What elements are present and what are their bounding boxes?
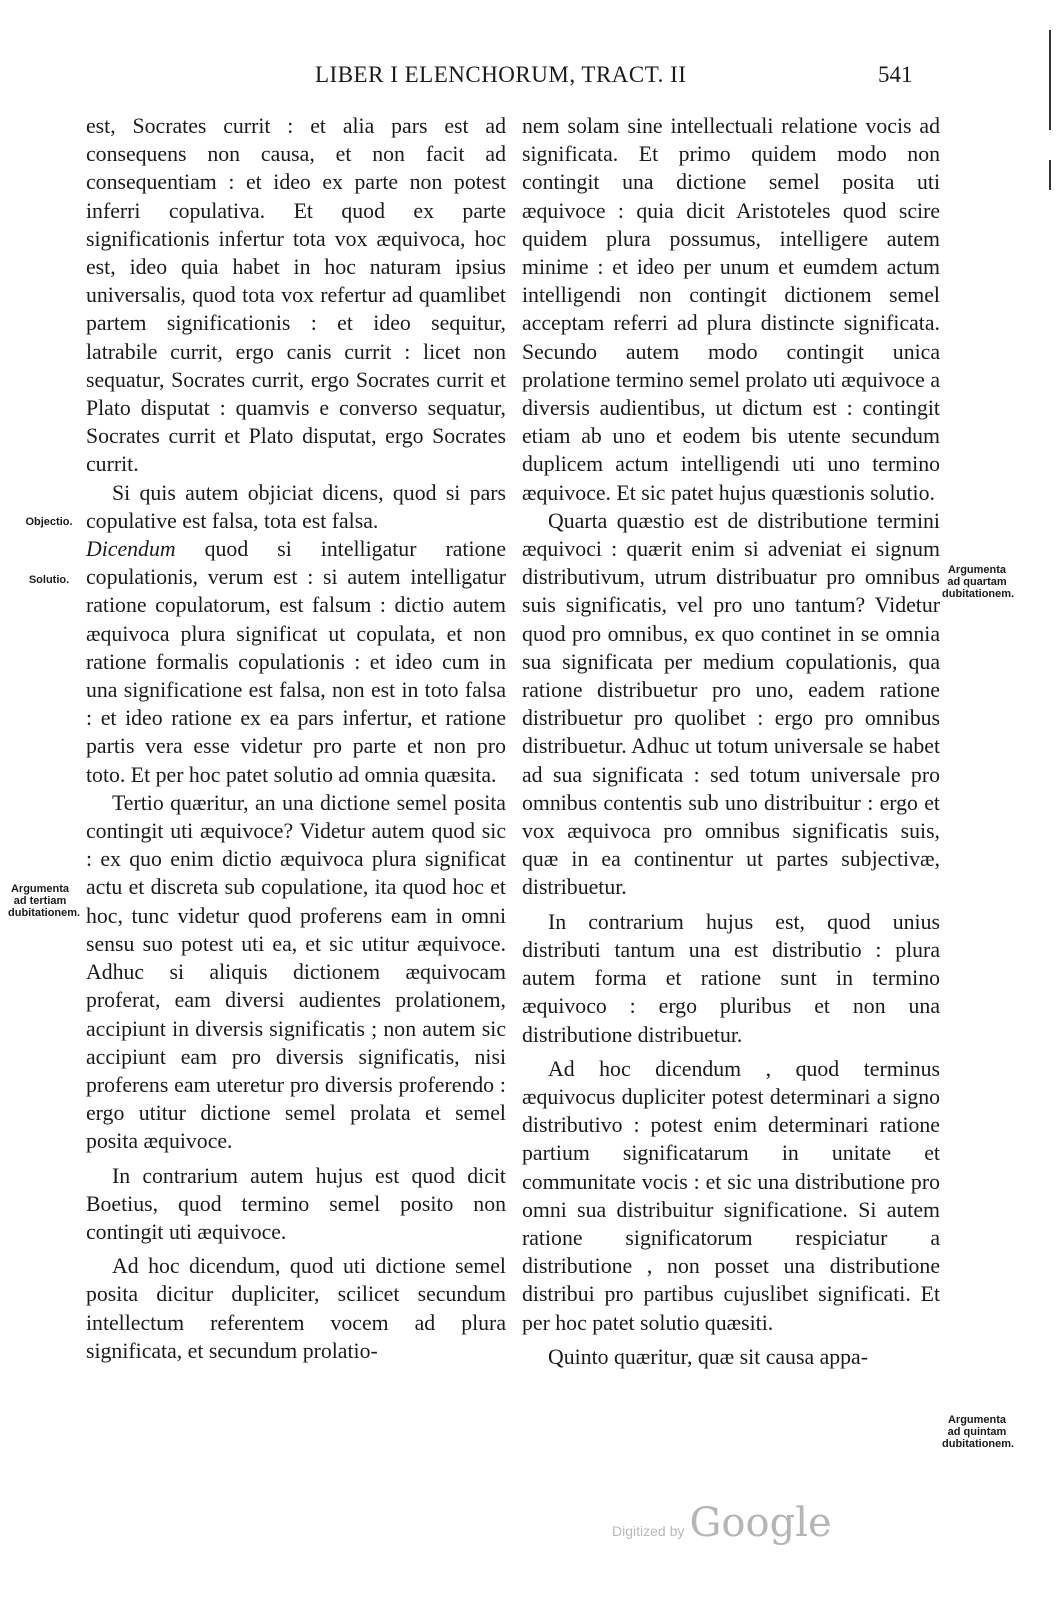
solutio-text: quod si intelligatur ratione copulationis, verum est : si autem intelligatur ratione copulatorum, est falsum : dictio autem æquivoca plura significat ut copulata, et non ratione formalis copulationis : et ideo cum in una significatione est falsa, non est in toto falsa : et ideo ratione ex ea pars infertur, et ratione partis vera esse videtur pro parte et non pro toto. Et per hoc patet solutio ad omnia quæsita. (86, 537, 506, 787)
paragraph-ad-hoc-terminus: Ad hoc dicendum , quod terminus æquivocus dupliciter potest determinari a signo distributivo : potest enim determinari ratione partium significatarum in unitate et communitate vocis : et sic una distributione pro omni sua distribuitur significatione. Si autem ratione significatorum respiciatur a distributione , non posset una distributione distribui pro partibus cujuslibet significati. Et per hoc patet solutio quæsiti. (522, 1056, 940, 1335)
paragraph-in-contrarium-boetius: In contrarium autem hujus est quod dicit Boetius, quod termino semel posito non contingit uti æquivoce. (86, 1163, 506, 1244)
paragraph-ad-hoc-dicendum: Ad hoc dicendum, quod uti dictione semel posita dicitur dupliciter, scilicet secundum intellectum referentem vocem ad plura significata, et secundum prolatio- (86, 1254, 506, 1363)
paragraph-objectio: Si quis autem objiciat dicens, quod si pars copulative est falsa, tota est falsa. (86, 480, 506, 533)
margin-note-argumenta-tertiam: Argumenta ad tertiam dubitationem. (8, 883, 81, 919)
page-number: 541 (878, 62, 913, 87)
paragraph-tertio: Tertio quæritur, an una dictione semel posita contingit uti æquivoce? Videtur autem quod sic : ex quo enim dictio æquivoca plura significat actu et discreta sub copulatione, ita quod hoc et hoc, tunc videtur quod proferens eam in omni sensu suo potest uti ea, et sic utitur æquivoce. Adhuc si aliquis dictionem æquivocam proferat, eam diversi audientes prolationem, accipiunt in diversis significatis ; non autem sic accipiunt eam pro diversis significatis, nisi proferens eam uteretur pro diversis proferendo : ergo utitur dictione semel prolata et semel posita æquivoce. (86, 790, 506, 1154)
left-text-column (86, 112, 506, 1365)
digitized-by-google-watermark (612, 1500, 832, 1548)
scan-edge-line (1049, 30, 1051, 130)
scan-edge-line-lower (1049, 160, 1051, 190)
paragraph-continuation: nem solam sine intellectuali relatione vocis ad significata. Et primo quidem modo non contingit una dictione semel posita uti æquivoce : quia dicit Aristoteles quod scire quidem plura possumus, intelligere autem minime : et ideo per unum et eumdem actum intelligendi non contingit dictionem semel acceptam referri ad plura distincte significata. Secundo autem modo contingit unica prolatione termino semel prolato uti æquivoce a diversis audientibus, ut dictum est : contingit etiam ab uno et eodem bis utente secundum duplicem actum intelligendi uti uno termino æquivoce. Et sic patet hujus quæstionis solutio. (522, 114, 940, 505)
right-text-column (522, 112, 940, 1371)
margin-note-solutio: Solutio. (28, 574, 70, 586)
margin-note-argumenta-quartam: Argumenta ad quartam dubitationem. (942, 564, 1015, 600)
digitized-by-text: Digitized by (612, 1523, 685, 1539)
page-header-title: LIBER I ELENCHORUM, TRACT. II (315, 62, 687, 87)
margin-note-objectio: Objectio. (25, 516, 73, 528)
paragraph-quarta: Quarta quæstio est de distributione termini æquivoci : quærit enim si adveniat ei signum distributivum, utrum distribuatur pro omnibus suis significatis, vel pro uno tantum? Videtur quod pro omnibus, ex quo continet in se omnia sua significata per medium copulationis, qua ratione distribuetur pro uno, eadem ratione distribuetur pro quolibet : ergo pro omnibus distribuetur. Adhuc ut totum universale se habet ad sua significata : sed totum universale pro omnibus contentis sub uno distribuitur : ergo et vox æquivoca pro omnibus significatis suis, quæ in ea continentur ut partes subjectivæ, distribuetur. (522, 508, 940, 900)
google-logo: Google (689, 1500, 832, 1546)
paragraph-solutio (86, 535, 506, 789)
paragraph-in-contrarium-unius: In contrarium hujus est, quod unius distributi tantum una est distributio : plura autem forma et ratione sunt in termino æquivoco : ergo pluribus et non una distributione distribuetur. (522, 909, 940, 1047)
paragraph-quinto: Quinto quæritur, quæ sit causa appa- (548, 1344, 868, 1369)
paragraph-1: est, Socrates currit : et alia pars est ad consequens non causa, et non facit ad consequentiam : et ideo ex parte non potest inferri copulativa. Et quod ex parte significationis infertur tota vox æquivoca, hoc est, ideo quia habet in hoc naturam ipsius universalis, quod tota vox refertur ad quamlibet partem significationis : et ideo sequitur, latrabile currit, ergo canis currit : licet non sequatur, Socrates currit, ergo Socrates currit et Plato disputat : quamvis e converso sequatur, Socrates currit et Plato disputat, ergo Socrates currit. (86, 114, 506, 477)
running-header (0, 62, 1063, 98)
dicendum-italic: Dicendum (86, 537, 176, 562)
margin-note-argumenta-quintam: Argumenta ad quintam dubitationem. (942, 1414, 1015, 1450)
